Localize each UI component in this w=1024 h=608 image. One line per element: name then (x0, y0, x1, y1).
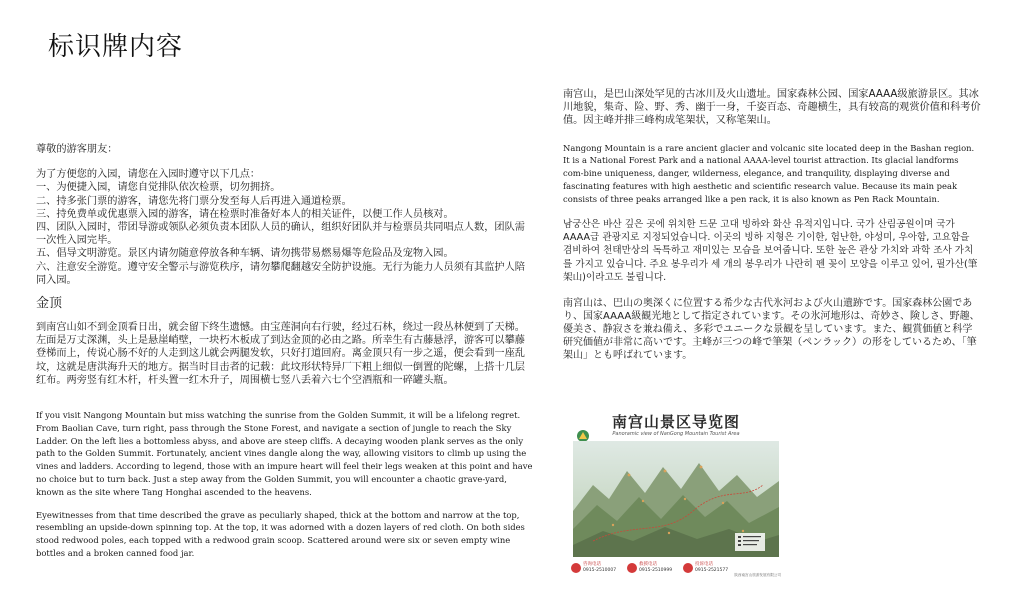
phone-number: 0915-2510007 (583, 568, 617, 573)
phone-icon (683, 563, 693, 573)
phone-entry (681, 561, 741, 577)
phone-label: 投诉电话 (695, 562, 713, 567)
phone-icon (627, 563, 637, 573)
jinding-cn-paragraph: 到南宫山如不到金顶看日出，就会留下终生遗憾。由宝莲洞向右行驶，经过石林，绕过一段丛林便到了天梯。左面是万丈深渊，头上是悬崖峭壁，一块朽木板成了到达金顶的必由之路。所幸生有古藤悬浮，游客可以攀藤登梯而上，传说心肠不好的人走到这儿就会两腿发软，只好打道回府。离金顶只有一步之遥，便会看到一座乱坟，这就是唐洪海升天的地方。据当时目击者的记载：此坟形状特异厂下粗上细似一倒置的陀螺，上搭十几层红布。两旁竖有红木杆，杆头置一红木升子，周围横七竖八丢着六七个空酒瓶和一碎罐头瓶。 (36, 322, 525, 386)
phone-icon (571, 563, 581, 573)
rule-item: 三、持免费单或优惠票入园的游客，请在检票时准备好本人的相关证件，以便工作人员核对。 (36, 208, 454, 220)
page-title: 标识牌内容 (48, 32, 184, 62)
phone-entry (569, 561, 629, 577)
intro-ko-paragraph: 남궁산은 바산 깊은 곳에 위치한 드문 고대 빙하와 화산 유적지입니다. 국가 산림공원이며 국가 AAAA급 관광지로 지정되었습니다. 이곳의 빙하 지형은 기이한, 험난한, 야성미, 우아함, 고요함을 겸비하여 천태만상의 독특하고 재미있는 모습을 보여줍니다. 또한 높은 관상 가치와 과학 조사 가치를 가지고 있습니다. 주요 봉우리가 세 개의 봉우리가 나란히 펜 꽂이 모양을 이루고 있어, 필가산(筆架山)이라고도 불립니다. (563, 218, 978, 284)
map-credit: 陕西南宫山旅游发展有限公司 (734, 573, 781, 577)
scenic-area-map (567, 407, 785, 579)
rule-item: 一、为便捷入园，请您自觉排队依次检票，切勿拥挤。 (36, 182, 281, 194)
phone-label: 咨询电话 (583, 562, 601, 567)
phone-entry (625, 561, 685, 577)
rule-item: 五、倡导文明游览。景区内请勿随意停放各种车辆、请勿携带易燃易爆等危险品及宠物入园。 (36, 248, 454, 260)
section-heading: 金顶 (36, 296, 63, 312)
left-column (36, 143, 534, 560)
phone-number: 0915-2510999 (639, 568, 673, 573)
rules-list (36, 181, 534, 287)
intro-jp-paragraph: 南宮山は、巴山の奥深くに位置する希少な古代氷河および火山遺跡です。国家森林公園であり、国家AAAA級観光地として指定されています。その氷河地形は、奇妙さ、険しさ、野趣、優美さ、静寂さを兼ね備え、多彩でユニークな景観を呈しています。また、観賞価値と科学研究価値が非常に高いです。主峰が三つの峰で筆架（ペンラック）の形をしているため、「筆架山」とも呼ばれています。 (563, 297, 980, 362)
intro-cn-paragraph: 南宫山，是巴山深处罕见的古冰川及火山遗址。国家森林公园、国家AAAA级旅游景区。其冰川地貌，集奇、险、野、秀、幽于一身，千姿百态、奇趣横生，具有较高的观赏价值和科考价值。因主峰并排三峰构成笔架状，又称笔架山。 (563, 89, 981, 127)
map-illustration (573, 441, 779, 557)
right-column (563, 88, 981, 363)
rules-intro: 为了方便您的入园，请您在入园时遵守以下几点： (36, 169, 261, 181)
greeting: 尊敬的游客朋友： (36, 144, 118, 155)
phone-number: 0915-2521577 (695, 568, 729, 573)
phone-label: 救援电话 (639, 562, 657, 567)
rule-item: 四、团队入园时，带团导游或领队必须负责本团队人员的确认，组织好团队并与检票员共同唱点人数，团队需一次性入园完毕。 (36, 222, 525, 247)
jinding-en-paragraph-1: If you visit Nangong Mountain but miss watching the sunrise from the Golden Summit, it will be a lifelong regret. From Baolian Cave, turn right, pass through the Stone Forest, and navigate a section of jungle to reach the Sky Ladder. On the left lies a bottomless abyss, and above are steep cliffs. A decaying wooden plank serves as the only path to the Golden Summit. Fortunately, ancient vines dangle along the way, allowing visitors to climb up using the vines and ladders. According to legend, those with an impure heart will feel their legs weaken at this point and have no choice but to turn back. Just a step away from the Golden Summit, you will encounter a chaotic grave-yard, known as the site where Tang Honghai ascended to the heavens. (36, 410, 533, 497)
map-title: 南宫山景区导览图 (611, 413, 740, 431)
intro-en-paragraph: Nangong Mountain is a rare ancient glacier and volcanic site located deep in the Bashan region. It is a National Forest Park and a national AAAA-level tourist attraction. Its glacial landforms com-bine uniqueness, danger, wilderness, elegance, and tranquility, displaying diverse and fascinating features with high aesthetic and scientific research value. Because its main peak consists of three peaks arranged like a pen rack, it is also known as Pen Rack Mountain. (563, 142, 975, 204)
map-subtitle: Panoramic view of NanGong Mountain Tourist Area (612, 431, 740, 437)
rule-item: 二、持多张门票的游客，请您先将门票分发至每人后再进入通道检票。 (36, 195, 352, 207)
rule-item: 六、注意安全游览。遵守安全警示与游览秩序，请勿攀爬翻越安全防护设施。无行为能力人员须有其监护人陪同入园。 (36, 261, 525, 286)
jinding-en-paragraph-2: Eyewitnesses from that time described the grave as peculiarly shaped, thick at the bottom and narrow at the top, resembling an upside-down spinning top. At the top, it was adorned with a dozen layers of red cloth. On both sides stood redwood poles, each topped with a redwood grain scoop. Scattered around were six or seven empty wine bottles and a broken canned food jar. (36, 509, 525, 559)
